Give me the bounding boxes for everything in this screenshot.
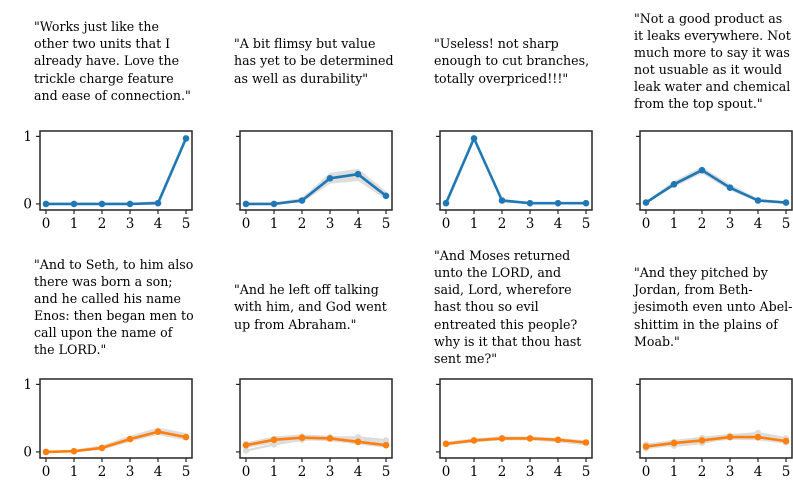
verse-quote-4 [600,248,793,366]
quote-text: "And they pitched by Jordan, from Beth-jesimoth even unto Abel-shittim in the plains of Moab." [634,265,793,349]
review-quote-1 [0,0,200,122]
svg-text:4: 4 [753,464,763,480]
svg-text:4: 4 [153,464,163,480]
prediction-chart-2 [200,122,400,248]
quote-text: "A bit flimsy but value has yet to be determined as well as durability" [234,36,394,86]
line-chart-canvas [400,370,598,496]
review-quote-4 [600,0,793,122]
svg-text:3: 3 [725,464,735,480]
svg-text:4: 4 [153,216,163,232]
svg-text:3: 3 [325,464,335,480]
svg-text:1: 1 [269,464,279,480]
svg-text:0: 0 [641,216,651,232]
svg-text:4: 4 [553,464,563,480]
prediction-chart-6 [200,366,400,496]
line-chart-canvas [200,122,398,248]
svg-text:4: 4 [353,464,363,480]
svg-text:1: 1 [23,128,32,145]
svg-text:2: 2 [297,464,307,480]
svg-text:3: 3 [325,216,335,232]
svg-text:0: 0 [641,464,651,480]
svg-text:1: 1 [669,216,679,232]
svg-text:4: 4 [753,216,763,232]
svg-text:1: 1 [469,464,479,480]
line-chart-canvas [400,122,598,248]
svg-text:5: 5 [781,464,791,480]
quote-text: "And to Seth, to him also there was born a son; and he called his name Enos: then began men to call upon the name of the LORD." [34,256,194,358]
svg-text:0: 0 [41,216,51,232]
svg-text:0: 0 [241,216,251,232]
review-quote-2 [200,0,400,122]
svg-text:0: 0 [23,196,32,213]
svg-text:0: 0 [41,464,51,480]
svg-text:4: 4 [553,216,563,232]
line-chart-canvas [0,122,198,248]
prediction-chart-3 [400,122,600,248]
line-chart-canvas [600,370,793,496]
line-chart-canvas [200,370,398,496]
svg-text:5: 5 [381,216,391,232]
verse-quote-1 [0,248,200,366]
quote-text: "Works just like the other two units that I already have. Love the trickle charge feature and ease of connection." [34,19,191,103]
verse-quote-3 [400,248,600,366]
svg-text:2: 2 [97,464,107,480]
line-chart-canvas [0,370,198,496]
review-quote-3 [400,0,600,122]
svg-text:3: 3 [725,216,735,232]
svg-text:1: 1 [469,216,479,232]
svg-text:2: 2 [97,216,107,232]
svg-text:1: 1 [69,464,79,480]
quote-text: "And he left off talking with him, and God went up from Abraham." [234,282,387,332]
prediction-chart-1 [0,122,200,248]
svg-text:0: 0 [441,464,451,480]
quote-text: "Not a good product as it leaks everywhere. Not much more to say it was not usuable as it would leak water and chemical from the top spout." [634,10,791,112]
svg-text:5: 5 [781,216,791,232]
prediction-chart-5 [0,366,200,496]
svg-text:2: 2 [697,464,707,480]
svg-text:2: 2 [497,216,507,232]
svg-text:5: 5 [581,464,591,480]
line-chart-canvas [600,122,793,248]
svg-text:2: 2 [497,464,507,480]
quote-text: "Useless! not sharp enough to cut branches, totally overpriced!!!" [434,36,590,86]
svg-text:4: 4 [353,216,363,232]
prediction-chart-4 [600,122,793,248]
svg-text:3: 3 [125,216,135,232]
svg-text:0: 0 [23,444,32,461]
svg-text:0: 0 [441,216,451,232]
verse-quote-2 [200,248,400,366]
svg-text:5: 5 [181,216,191,232]
quote-text: "And Moses returned unto the LORD, and said, Lord, wherefore hast thou so evil entreated this people? why is it that thou hast sent me?" [434,248,582,366]
svg-text:5: 5 [181,464,191,480]
svg-text:0: 0 [241,464,251,480]
svg-text:5: 5 [581,216,591,232]
svg-text:1: 1 [69,216,79,232]
svg-text:3: 3 [125,464,135,480]
svg-text:5: 5 [381,464,391,480]
svg-text:3: 3 [525,464,535,480]
svg-text:1: 1 [669,464,679,480]
svg-text:1: 1 [269,216,279,232]
prediction-chart-7 [400,366,600,496]
svg-text:2: 2 [297,216,307,232]
svg-text:3: 3 [525,216,535,232]
svg-text:2: 2 [697,216,707,232]
prediction-chart-8 [600,366,793,496]
svg-text:1: 1 [23,376,32,393]
